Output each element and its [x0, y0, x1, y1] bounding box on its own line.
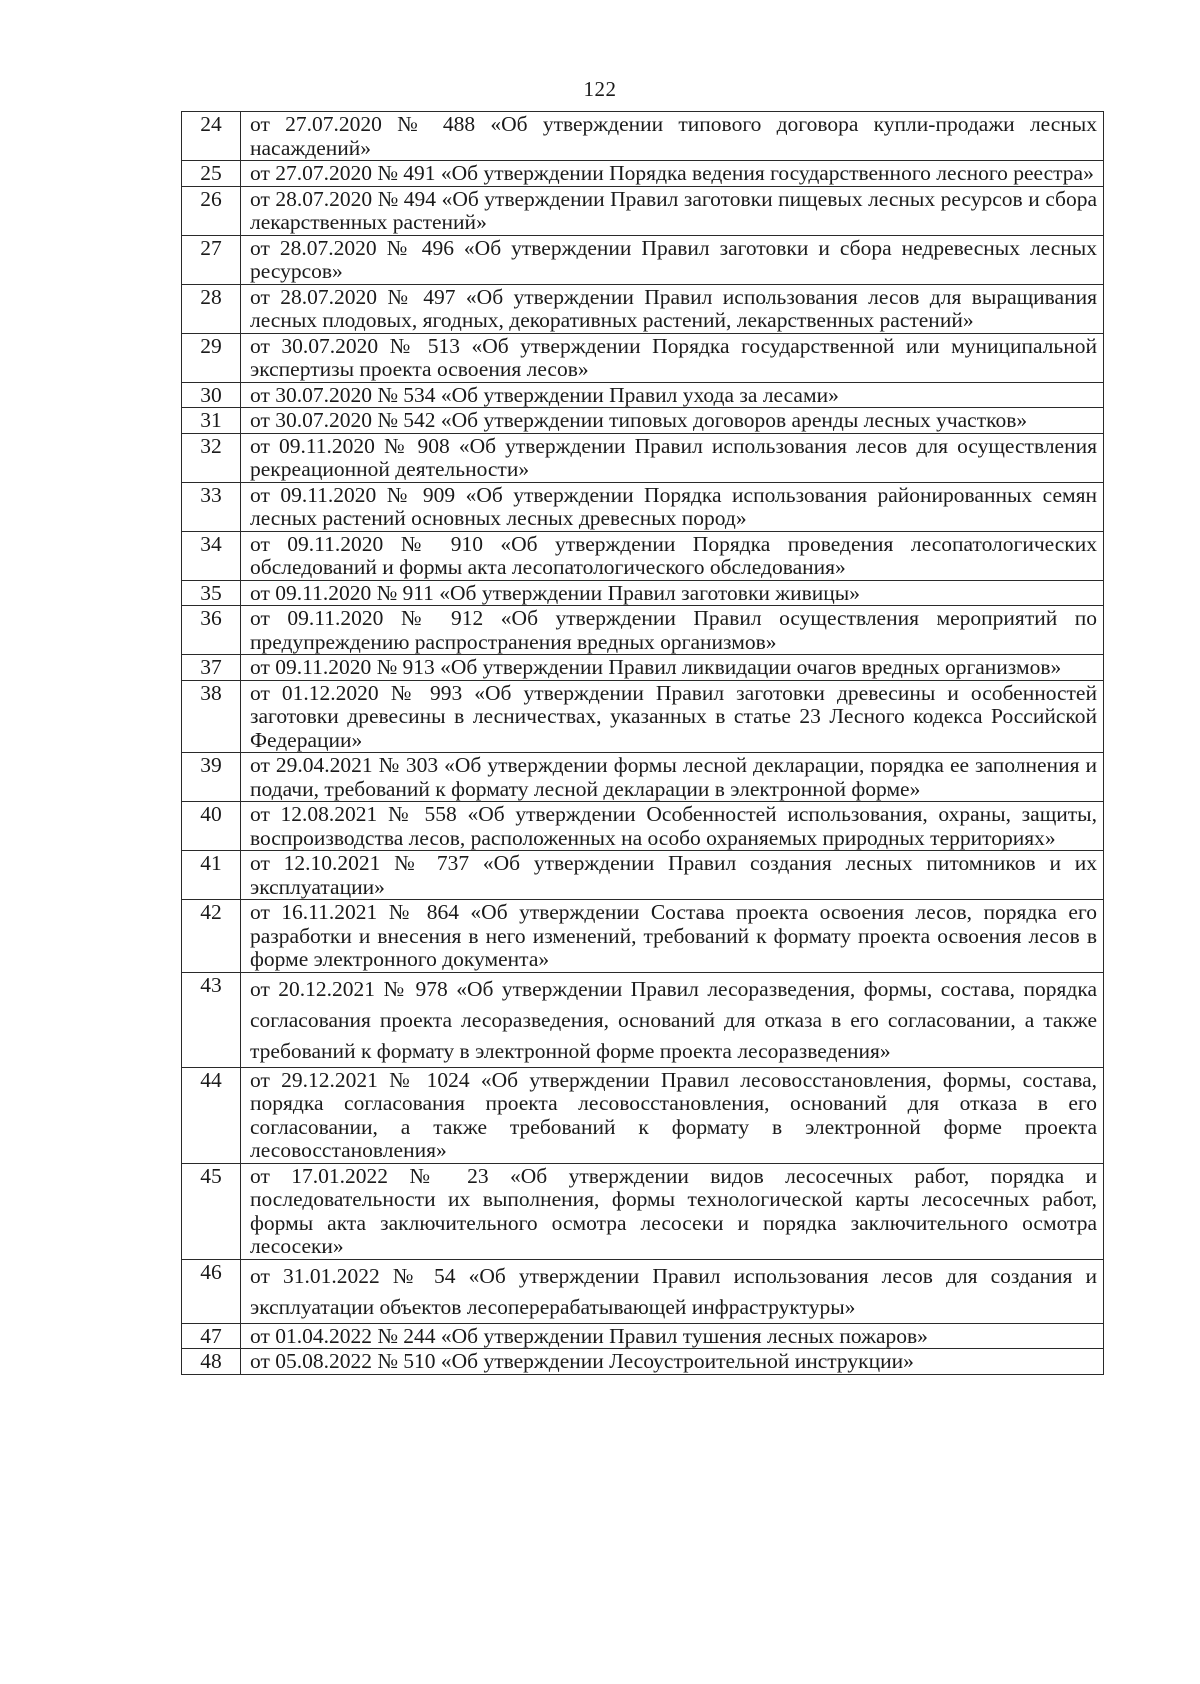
regulations-table	[181, 111, 1104, 1375]
table-row	[182, 382, 1104, 408]
row-text: от 01.04.2022 № 244 «Об утверждении Правил тушения лесных пожаров»	[241, 1323, 1104, 1349]
row-text: от 30.07.2020 № 513 «Об утверждении Порядка государственной или муниципальной экспертизы проекта освоения лесов»	[241, 333, 1104, 382]
row-text: от 12.08.2021 № 558 «Об утверждении Особенностей использования, охраны, защиты, воспроизводства лесов, расположенных на особо охраняемых природных территориях»	[241, 802, 1104, 851]
row-text: от 20.12.2021 № 978 «Об утверждении Правил лесоразведения, формы, состава, порядка согласования проекта лесоразведения, оснований для отказа в его согласовании, а также требований к формату в электронной форме проекта лесоразведения»	[241, 972, 1104, 1067]
table-row	[182, 235, 1104, 284]
row-number: 31	[182, 408, 241, 434]
row-text: от 27.07.2020 № 488 «Об утверждении типового договора купли-продажи лесных насаждений»	[241, 112, 1104, 161]
row-text: от 29.12.2021 № 1024 «Об утверждении Правил лесовосстановления, формы, состава, порядка согласования проекта лесовосстановления, оснований для отказа в его согласовании, а также требований к формату в электронной форме проекта лесовосстановления»	[241, 1067, 1104, 1163]
row-number: 40	[182, 802, 241, 851]
table-row	[182, 112, 1104, 161]
row-text: от 09.11.2020 № 908 «Об утверждении Правил использования лесов для осуществления рекреационной деятельности»	[241, 433, 1104, 482]
row-number: 35	[182, 580, 241, 606]
table-row	[182, 333, 1104, 382]
row-number: 30	[182, 382, 241, 408]
row-number: 43	[182, 972, 241, 1067]
table-row	[182, 284, 1104, 333]
table-row	[182, 433, 1104, 482]
row-text: от 30.07.2020 № 542 «Об утверждении типовых договоров аренды лесных участков»	[241, 408, 1104, 434]
table-row	[182, 802, 1104, 851]
table-row	[182, 531, 1104, 580]
row-number: 27	[182, 235, 241, 284]
row-number: 37	[182, 655, 241, 681]
row-number: 24	[182, 112, 241, 161]
row-text: от 28.07.2020 № 496 «Об утверждении Правил заготовки и сбора недревесных лесных ресурсов»	[241, 235, 1104, 284]
table-row	[182, 606, 1104, 655]
table-row	[182, 1067, 1104, 1163]
row-number: 25	[182, 161, 241, 187]
row-number: 48	[182, 1349, 241, 1375]
row-text: от 09.11.2020 № 910 «Об утверждении Порядка проведения лесопатологических обследований и формы акта лесопатологического обследования»	[241, 531, 1104, 580]
table-row	[182, 1163, 1104, 1259]
row-number: 46	[182, 1259, 241, 1323]
row-text: от 09.11.2020 № 911 «Об утверждении Правил заготовки живицы»	[241, 580, 1104, 606]
table-row	[182, 972, 1104, 1067]
row-text: от 12.10.2021 № 737 «Об утверждении Правил создания лесных питомников и их эксплуатации»	[241, 851, 1104, 900]
row-number: 38	[182, 680, 241, 753]
table-row	[182, 186, 1104, 235]
row-text: от 09.11.2020 № 913 «Об утверждении Правил ликвидации очагов вредных организмов»	[241, 655, 1104, 681]
page-number: 122	[583, 77, 617, 101]
row-number: 32	[182, 433, 241, 482]
table-row	[182, 161, 1104, 187]
row-text: от 28.07.2020 № 497 «Об утверждении Правил использования лесов для выращивания лесных плодовых, ягодных, декоративных растений, лекарственных растений»	[241, 284, 1104, 333]
row-number: 45	[182, 1163, 241, 1259]
table-row	[182, 680, 1104, 753]
row-text: от 16.11.2021 № 864 «Об утверждении Состава проекта освоения лесов, порядка его разработки и внесения в него изменений, требований к формату проекта освоения лесов в форме электронного документа»	[241, 900, 1104, 973]
table-row	[182, 655, 1104, 681]
row-text: от 29.04.2021 № 303 «Об утверждении формы лесной декларации, порядка ее заполнения и подачи, требований к формату лесной декларации в электронной форме»	[241, 753, 1104, 802]
row-number: 44	[182, 1067, 241, 1163]
row-text: от 27.07.2020 № 491 «Об утверждении Порядка ведения государственного лесного реестра»	[241, 161, 1104, 187]
row-number: 47	[182, 1323, 241, 1349]
row-text: от 30.07.2020 № 534 «Об утверждении Правил ухода за лесами»	[241, 382, 1104, 408]
row-text: от 28.07.2020 № 494 «Об утверждении Правил заготовки пищевых лесных ресурсов и сбора лекарственных растений»	[241, 186, 1104, 235]
row-number: 36	[182, 606, 241, 655]
row-text: от 17.01.2022 № 23 «Об утверждении видов лесосечных работ, порядка и последовательности их выполнения, формы технологической карты лесосечных работ, формы акта заключительного осмотра лесосеки и порядка заключительного осмотра лесосеки»	[241, 1163, 1104, 1259]
row-number: 26	[182, 186, 241, 235]
row-number: 39	[182, 753, 241, 802]
table-row	[182, 408, 1104, 434]
row-text: от 01.12.2020 № 993 «Об утверждении Правил заготовки древесины и особенностей заготовки древесины в лесничествах, указанных в статье 23 Лесного кодекса Российской Федерации»	[241, 680, 1104, 753]
table-row	[182, 482, 1104, 531]
table-row	[182, 1259, 1104, 1323]
table-row	[182, 851, 1104, 900]
row-number: 29	[182, 333, 241, 382]
table-row	[182, 580, 1104, 606]
table-row	[182, 900, 1104, 973]
row-number: 41	[182, 851, 241, 900]
row-number: 34	[182, 531, 241, 580]
row-number: 42	[182, 900, 241, 973]
row-text: от 31.01.2022 № 54 «Об утверждении Правил использования лесов для создания и эксплуатации объектов лесоперерабатывающей инфраструктуры»	[241, 1259, 1104, 1323]
row-number: 33	[182, 482, 241, 531]
row-text: от 09.11.2020 № 909 «Об утверждении Порядка использования районированных семян лесных растений основных лесных древесных пород»	[241, 482, 1104, 531]
table-row	[182, 1323, 1104, 1349]
row-number: 28	[182, 284, 241, 333]
table-row	[182, 753, 1104, 802]
row-text: от 05.08.2022 № 510 «Об утверждении Лесоустроительной инструкции»	[241, 1349, 1104, 1375]
table-row	[182, 1349, 1104, 1375]
row-text: от 09.11.2020 № 912 «Об утверждении Правил осуществления мероприятий по предупреждению распространения вредных организмов»	[241, 606, 1104, 655]
